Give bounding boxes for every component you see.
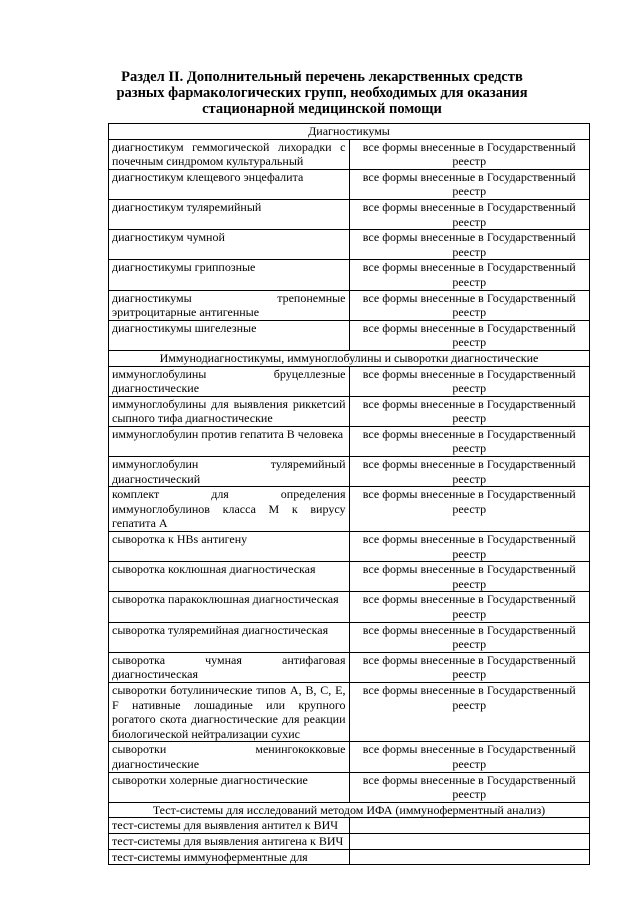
drug-name-cell: тест-системы иммуноферментные для [109,849,350,865]
table-row [109,260,590,290]
table-row [109,199,590,229]
drug-name-cell: сыворотки холерные диагностические [109,772,350,802]
drug-name-cell: сыворотка коклюшная диагностическая [109,562,350,592]
section-header-row [109,124,590,140]
dosage-form-cell: все формы внесенные в Государственный реестр [349,652,590,682]
table-row [109,818,590,834]
dosage-form-cell [349,818,590,834]
drug-name-cell: комплект для определения иммуноглобулинов класса М к вирусу гепатита А [109,487,350,532]
drug-name-cell: сыворотка паракоклюшная диагностическая [109,592,350,622]
table-row [109,562,590,592]
drug-name-cell: иммуноглобулин против гепатита В человека [109,426,350,456]
dosage-form-cell: все формы внесенные в Государственный реестр [349,199,590,229]
dosage-form-cell: все формы внесенные в Государственный реестр [349,169,590,199]
drug-name-cell: диагностикум клещевого энцефалита [109,169,350,199]
table-row [109,833,590,849]
dosage-form-cell [349,833,590,849]
table-row [109,772,590,802]
drug-name-cell: сыворотка туляремийная диагностическая [109,622,350,652]
drug-name-cell: сыворотка к HBs антигену [109,532,350,562]
table-row [109,169,590,199]
drug-name-cell: тест-системы для выявления антигена к ВИЧ [109,833,350,849]
table-row [109,592,590,622]
dosage-form-cell: все формы внесенные в Государственный реестр [349,260,590,290]
dosage-form-cell: все формы внесенные в Государственный реестр [349,682,590,741]
table-row [109,742,590,772]
table-row [109,652,590,682]
section-heading: Иммунодиагностикумы, иммуноглобулины и сыворотки диагностические [109,350,590,366]
drug-name-cell: диагностикумы шигелезные [109,320,350,350]
dosage-form-cell: все формы внесенные в Государственный реестр [349,230,590,260]
table-row [109,230,590,260]
dosage-form-cell: все формы внесенные в Государственный реестр [349,742,590,772]
table-row [109,682,590,741]
table-row [109,139,590,169]
table-row [109,366,590,396]
drug-name-cell: иммуноглобулины бруцеллезные диагностические [109,366,350,396]
drug-name-cell: иммуноглобулин туляремийный диагностический [109,457,350,487]
dosage-form-cell: все формы внесенные в Государственный реестр [349,457,590,487]
table-row [109,396,590,426]
drug-name-cell: иммуноглобулины для выявления риккетсий сыпного тифа диагностические [109,396,350,426]
drug-name-cell: диагностикум чумной [109,230,350,260]
table-row [109,290,590,320]
dosage-form-cell: все формы внесенные в Государственный реестр [349,290,590,320]
drug-name-cell: сыворотки менингококковые диагностические [109,742,350,772]
dosage-form-cell: все формы внесенные в Государственный реестр [349,396,590,426]
drug-name-cell: диагностикумы трепонемные эритроцитарные антигенные [109,290,350,320]
drug-name-cell: сыворотки ботулинические типов А, В, С, Е, F нативные лошадиные или крупного рогатого скота диагностические для реакции биологической нейтрализации сухис [109,682,350,741]
section-title: Раздел II. Дополнительный перечень лекарственных средств разных фармакологических групп, необходимых для оказания стационарной медицинской помощи [116,69,528,117]
dosage-form-cell: все формы внесенные в Государственный реестр [349,487,590,532]
table-row [109,320,590,350]
dosage-form-cell: все формы внесенные в Государственный реестр [349,622,590,652]
dosage-form-cell: все формы внесенные в Государственный реестр [349,562,590,592]
dosage-form-cell: все формы внесенные в Государственный реестр [349,366,590,396]
dosage-form-cell: все формы внесенные в Государственный реестр [349,320,590,350]
drug-name-cell: диагностикум туляремийный [109,199,350,229]
table-row [109,457,590,487]
dosage-form-cell: все формы внесенные в Государственный реестр [349,532,590,562]
dosage-form-cell: все формы внесенные в Государственный реестр [349,772,590,802]
drug-name-cell: тест-системы для выявления антител к ВИЧ [109,818,350,834]
table-row [109,426,590,456]
table-row [109,622,590,652]
drug-list-body [109,124,590,865]
table-row [109,487,590,532]
dosage-form-cell [349,849,590,865]
drug-name-cell: диагностикумы гриппозные [109,260,350,290]
table-row [109,849,590,865]
section-header-row [109,802,590,818]
dosage-form-cell: все формы внесенные в Государственный реестр [349,139,590,169]
section-heading: Диагностикумы [109,124,590,140]
section-heading: Тест-системы для исследований методом ИФА (иммуноферментный анализ) [109,802,590,818]
drug-name-cell: сыворотка чумная антифаговая диагностическая [109,652,350,682]
table-row [109,532,590,562]
drug-name-cell: диагностикум геммогической лихорадки с почечным синдромом культуральный [109,139,350,169]
dosage-form-cell: все формы внесенные в Государственный реестр [349,592,590,622]
section-header-row [109,350,590,366]
dosage-form-cell: все формы внесенные в Государственный реестр [349,426,590,456]
drug-list-table [108,123,590,865]
